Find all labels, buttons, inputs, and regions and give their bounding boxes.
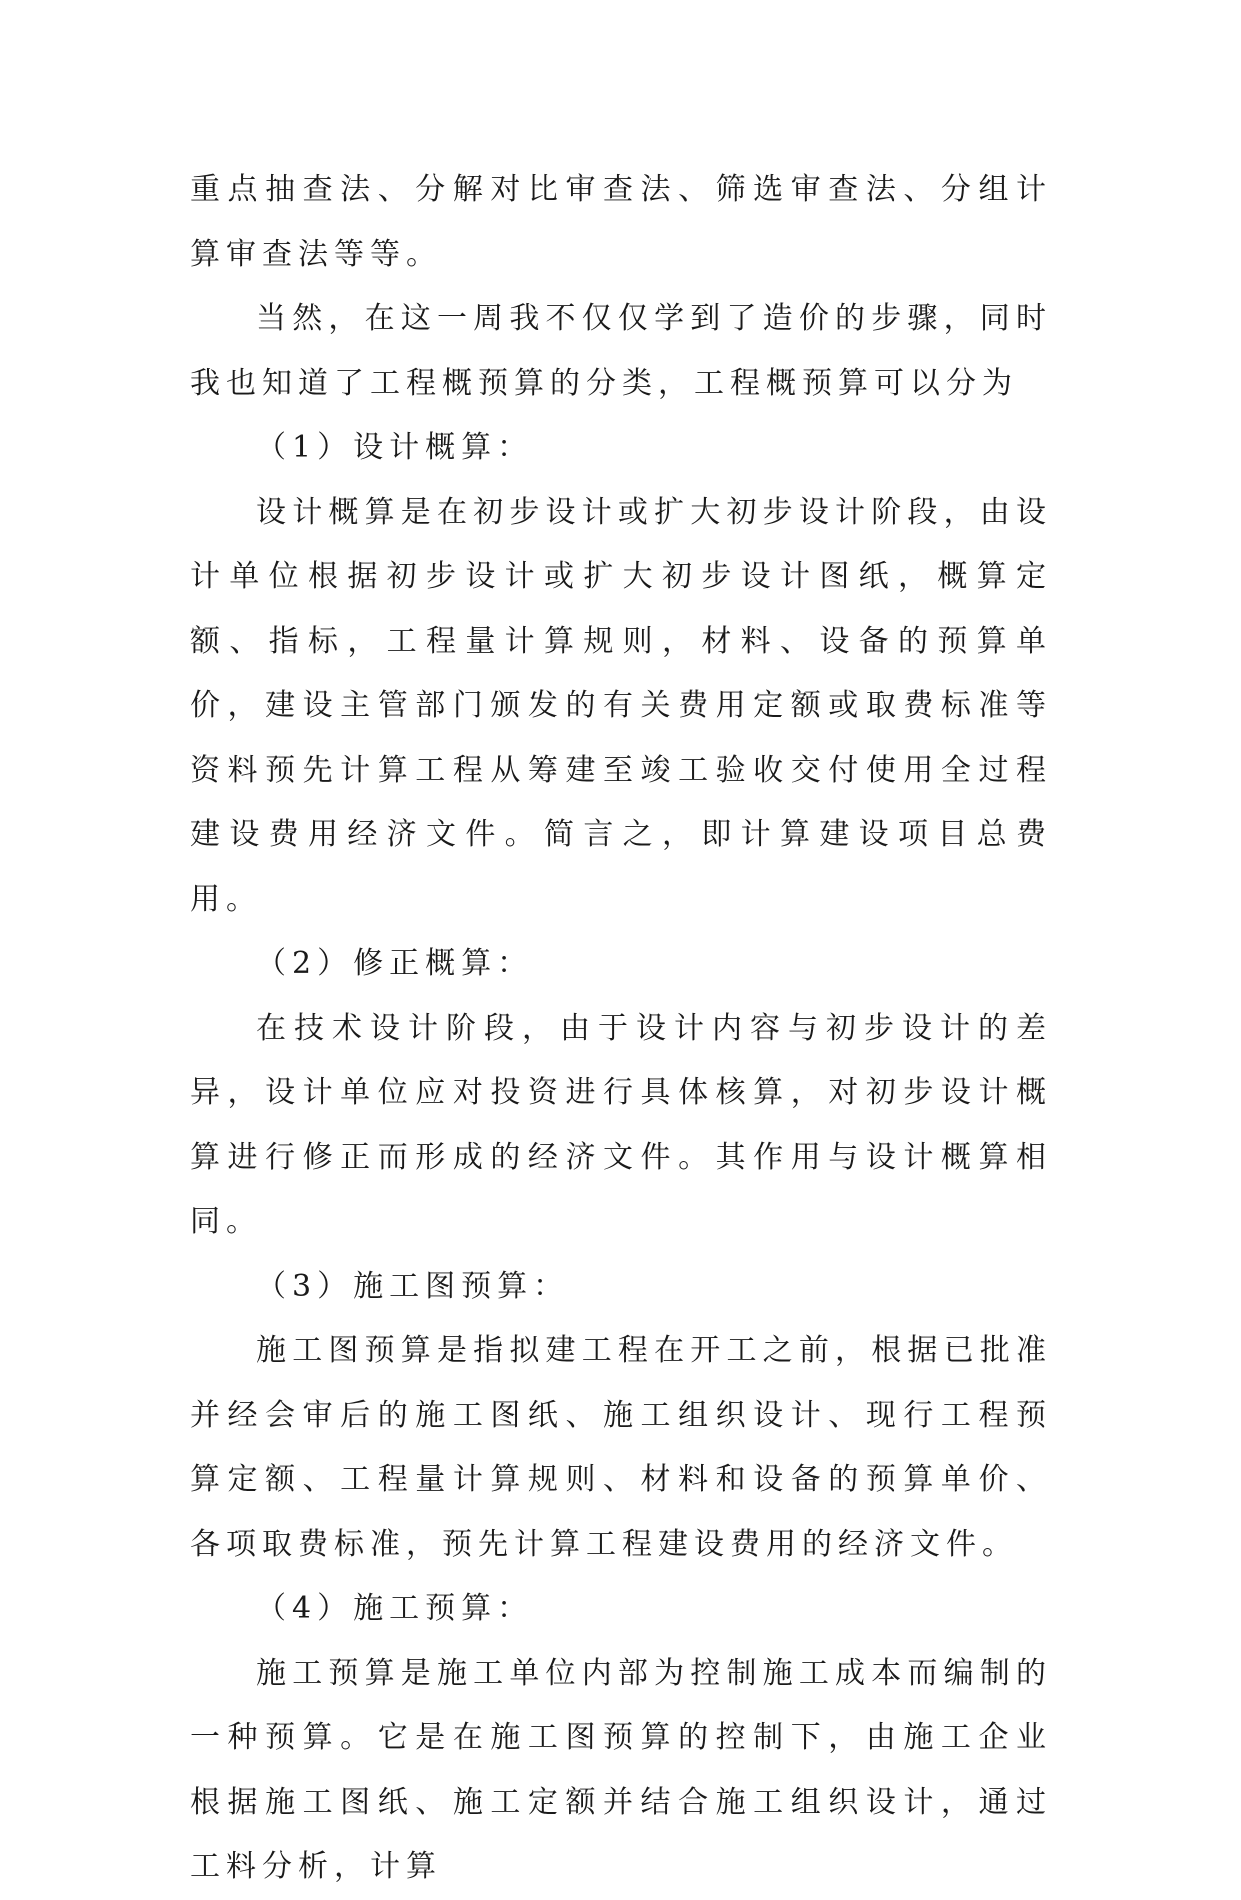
section-heading-revised-estimate: （2）修正概算： [256,946,534,981]
paragraph-continued: 重点抽查法、分解对比审查法、筛选审查法、分组计算审查法等等。 [190,172,1052,272]
paragraph-design-estimate: 设计概算是在初步设计或扩大初步设计阶段，由设计单位根据初步设计或扩大初步设计图纸，概算定额、指标，工程量计算规则，材料、设备的预算单价，建设主管部门颁发的有关费用定额或取费标准等资料预先计算工程从筹建至竣工验收交付使用全过程建设费用经济文件。简言之，即计算建设项目总费用。 [190,494,1052,917]
document-body [190,158,1052,1900]
paragraph-intro: 当然，在这一周我不仅仅学到了造价的步骤，同时我也知道了工程概预算的分类，工程概预算可以分为 [190,301,1052,401]
section-heading-construction-budget: （4）施工预算： [256,1591,534,1626]
paragraph-revised-estimate: 在技术设计阶段，由于设计内容与初步设计的差异，设计单位应对投资进行具体核算，对初步设计概算进行修正而形成的经济文件。其作用与设计概算相同。 [190,1010,1052,1239]
paragraph-construction-budget: 施工预算是施工单位内部为控制施工成本而编制的一种预算。它是在施工图预算的控制下，由施工企业根据施工图纸、施工定额并结合施工组织设计，通过工料分析，计算 [190,1655,1052,1884]
section-heading-construction-drawing-budget: （3）施工图预算： [256,1268,570,1304]
paragraph-construction-drawing-budget: 施工图预算是指拟建工程在开工之前，根据已批准并经会审后的施工图纸、施工组织设计、现行工程预算定额、工程量计算规则、材料和设备的预算单价、各项取费标准，预先计算工程建设费用的经济文件。 [190,1333,1052,1562]
section-heading-design-estimate: （1）设计概算： [256,430,534,465]
